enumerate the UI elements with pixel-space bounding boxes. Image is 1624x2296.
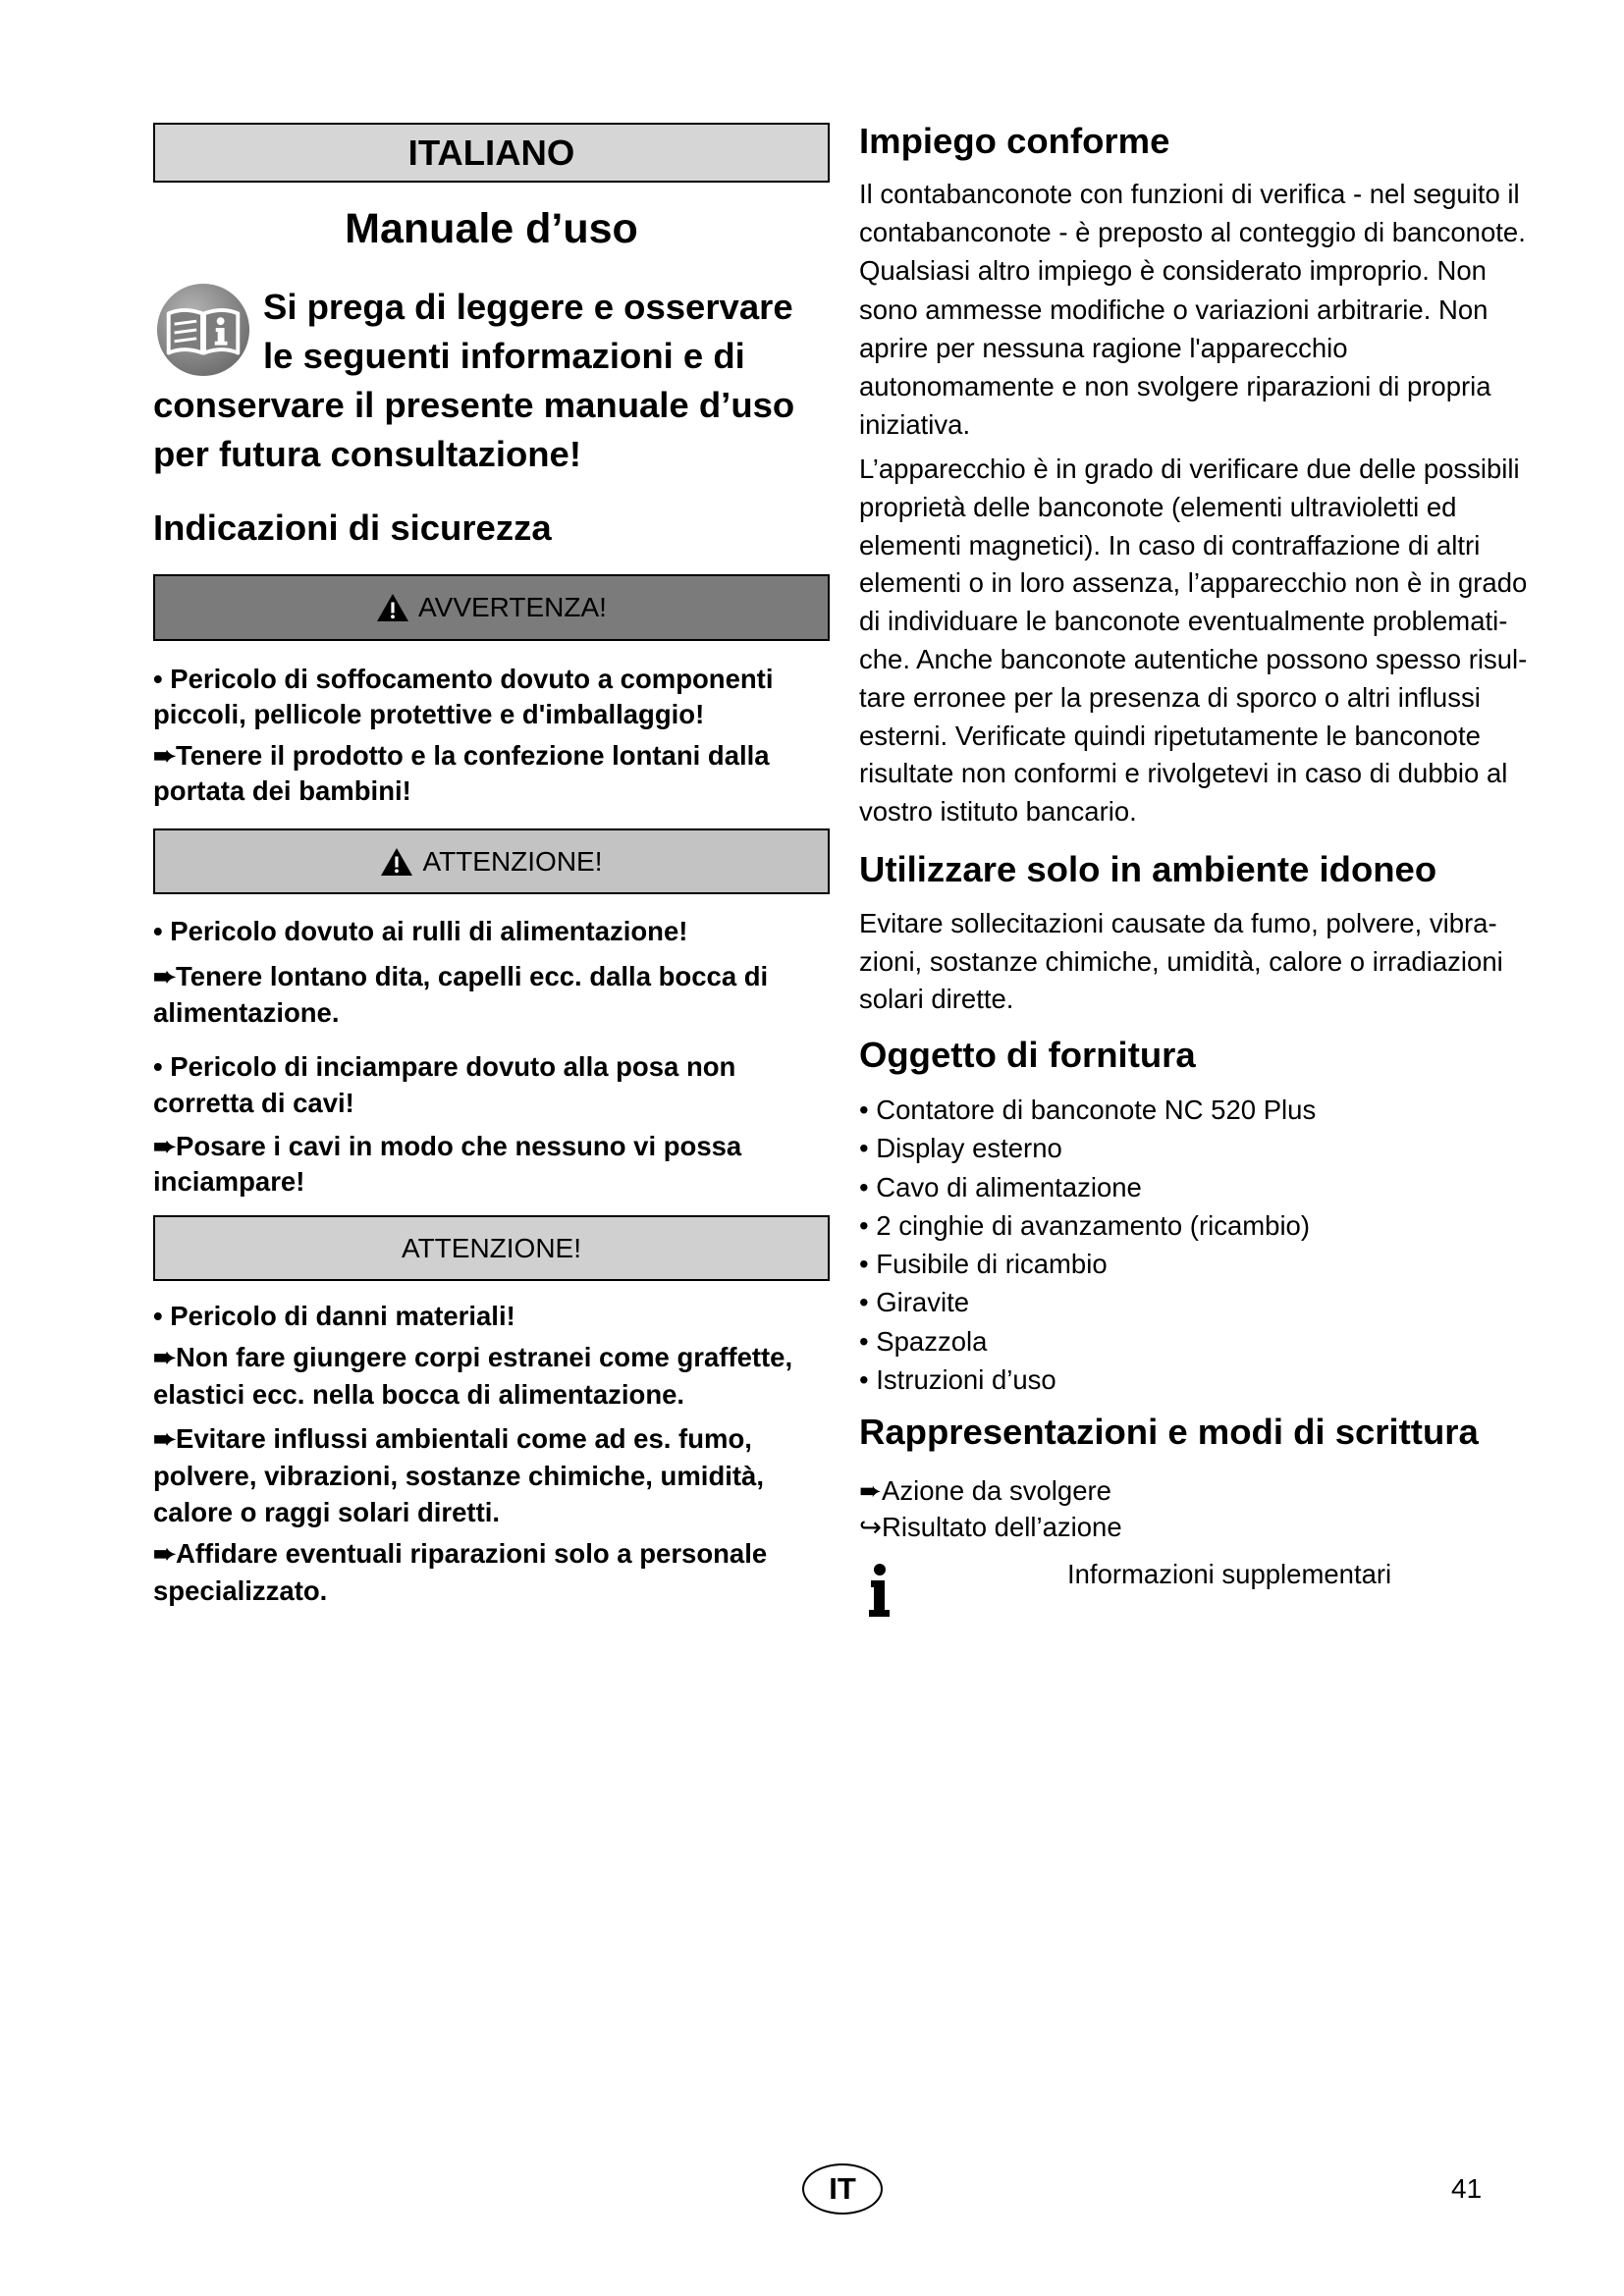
conventions-list [859,1472,1537,1545]
paragraph-line: sono ammesse modifiche o variazioni arbitrarie. Non [859,294,1489,325]
notice-text-line: ➨Affidare eventuali riparazioni solo a personale [153,1538,768,1569]
paragraph-line: vostro istituto bancario. [859,796,1137,828]
intro-notice [153,283,830,479]
intended-use-paragraph [859,175,1537,444]
list-item: • Istruzioni d’uso [859,1364,1056,1396]
intro-line: Si prega di leggere e osservare [263,287,793,327]
notice-paragraph [153,1420,830,1531]
caution-paragraph [153,1129,830,1200]
action-convention: ➨Azione da svolgere [859,1475,1111,1506]
language-badge-label: IT [829,2171,856,2206]
warning-triangle-icon [376,593,409,622]
paragraph-line: iniziativa. [859,409,971,441]
paragraph-line: elementi magnetici). In caso di contraffazione di altri [859,529,1481,561]
page-number: 41 [1451,2173,1483,2204]
intro-line: per futura consultazione! [153,434,582,474]
delivery-list [859,1091,1537,1399]
safety-heading: Indicazioni di sicurezza [153,507,552,548]
notice-paragraph [153,1299,830,1334]
list-item: • Contatore di banconote NC 520 Plus [859,1095,1317,1125]
paragraph-line: che. Anche banconote autentiche possono spesso risul- [859,643,1528,674]
info-icon [865,1563,894,1618]
list-item: • Cavo di alimentazione [859,1171,1142,1202]
paragraph-line: risultate non conformi e rivolgetevi in caso di dubbio al [859,758,1508,789]
notice-box [153,1215,830,1281]
paragraph-line: solari dirette. [859,984,1014,1014]
intended-use-heading: Impiego conforme [859,121,1170,161]
caution-text-line: ➨Tenere lontano dita, capelli ecc. dalla bocca di [153,961,769,991]
delivery-heading: Oggetto di fornitura [859,1035,1196,1075]
environment-heading: Utilizzare solo in ambiente idoneo [859,849,1437,889]
notice-text-line: specializzato. [153,1575,328,1606]
conventions-heading: Rappresentazioni e modi di scrittura [859,1412,1479,1452]
paragraph-line: autonomamente e non svolgere riparazioni di propria [859,371,1491,402]
paragraph-line: Qualsiasi altro impiego è considerato improprio. Non [859,255,1487,287]
caution-text-line: • Pericolo dovuto ai rulli di alimentazione! [153,916,688,946]
paragraph-line: tare erronee per la presenza di sporco o altri influssi [859,681,1481,713]
paragraph-line: L’apparecchio è in grado di verificare due delle possibili [859,454,1520,484]
paragraph-line: di individuare le banconote eventualmente problemati- [859,606,1508,637]
paragraph-line: zioni, sostanze chimiche, umidità, calore o irradiazioni [859,945,1503,977]
list-item: • Display esterno [859,1133,1062,1164]
list-item: • 2 cinghie di avanzamento (ricambio) [859,1209,1311,1241]
intro-line: le seguenti informazioni e di [263,336,745,376]
caution-label: ATTENZIONE! [422,845,603,877]
paragraph-line: aprire per nessuna ragione l'apparecchio [859,332,1348,363]
notice-text-line: polvere, vibrazioni, sostanze chimiche, umidità, [153,1460,764,1491]
notice-text-line: elastici ecc. nella bocca di alimentazione. [153,1379,685,1410]
paragraph-line: contabanconote - è preposto al conteggio di banconote. [859,217,1526,248]
paragraph-line: esterni. Verificate quindi ripetutamente le banconote [859,720,1481,751]
warning-paragraph [153,662,830,732]
page-title: Manuale d’uso [345,205,638,252]
result-convention: ↪Risultato dell’azione [859,1512,1122,1542]
list-item: • Fusibile di ricambio [859,1249,1108,1280]
notice-text-line: calore o raggi solari diretti. [153,1497,501,1527]
paragraph-line: Evitare sollecitazioni causate da fumo, polvere, vibra- [859,908,1497,938]
caution-text-line: ➨Posare i cavi in modo che nessuno vi possa [153,1131,742,1161]
intended-use-paragraph [859,451,1537,831]
language-label: ITALIANO [407,132,575,173]
caution-box [153,828,830,894]
caution-paragraph [153,958,830,1031]
intro-line: conservare il presente manuale d’uso [153,385,795,425]
list-item: • Giravite [859,1287,970,1318]
language-box [153,123,830,183]
notice-paragraph [153,1339,830,1414]
warning-label: AVVERTENZA! [418,592,607,622]
caution-paragraph [153,1048,830,1121]
list-item: • Spazzola [859,1325,988,1357]
caution-text-line: corretta di cavi! [153,1088,354,1118]
environment-paragraph [859,905,1537,1019]
caution-paragraph [153,914,830,949]
info-label: Informazioni supplementari [1067,1559,1392,1589]
warning-box [153,574,830,641]
language-badge [802,2163,883,2215]
notice-text-line: ➨Non fare giungere corpi estranei come graffette, [153,1342,793,1372]
paragraph-line: Il contabanconote con funzioni di verifica - nel seguito il [859,179,1520,209]
paragraph-line: proprietà delle banconote (elementi ultravioletti ed [859,491,1457,522]
warning-paragraph [153,738,830,809]
notice-text-line: • Pericolo di danni materiali! [153,1301,515,1331]
notice-text-line: ➨Evitare influssi ambientali come ad es. fumo, [153,1423,752,1454]
paragraph-line: elementi o in loro assenza, l’apparecchio non è in grado [859,567,1528,599]
caution-text-line: alimentazione. [153,997,340,1028]
warning-triangle-icon [380,847,413,877]
notice-paragraph [153,1535,830,1610]
notice-label: ATTENZIONE! [401,1232,582,1263]
warning-text-line: piccoli, pellicole protettive e d'imballaggio! [153,699,705,729]
caution-text-line: inciampare! [153,1166,305,1197]
warning-text-line: portata dei bambini! [153,775,411,806]
warning-text-line: • Pericolo di soffocamento dovuto a componenti [153,664,774,694]
warning-text-line: ➨Tenere il prodotto e la confezione lontani dalla [153,740,770,771]
caution-text-line: • Pericolo di inciampare dovuto alla posa non [153,1051,736,1082]
